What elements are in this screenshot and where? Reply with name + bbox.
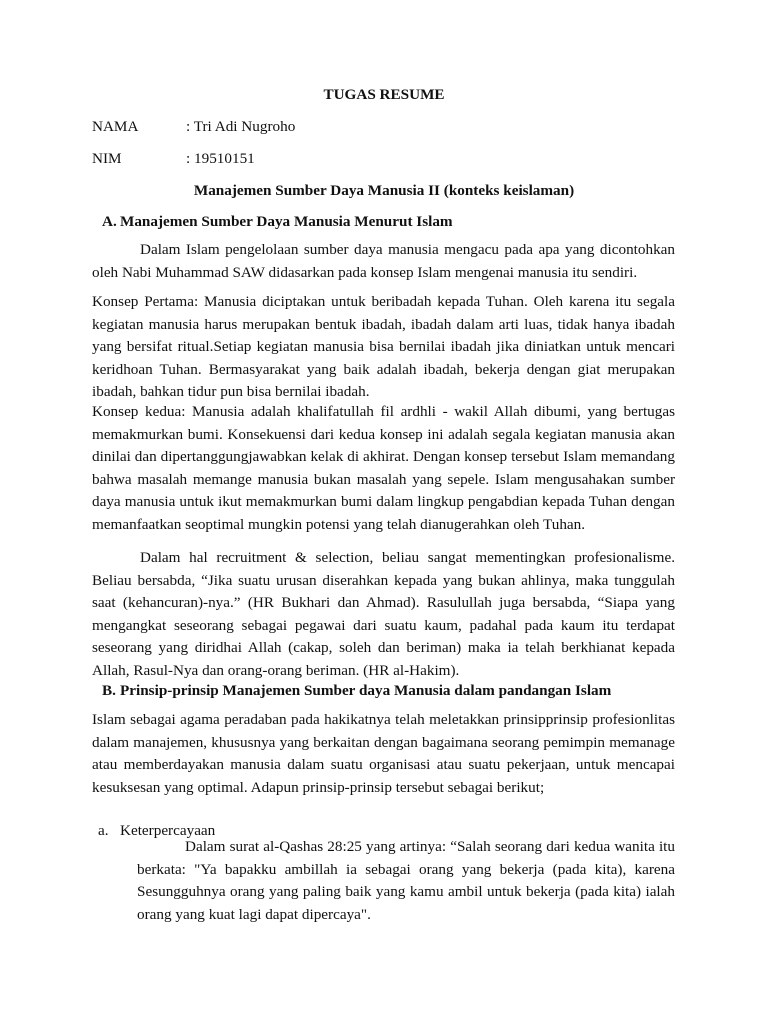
section-a-number: A. <box>102 213 117 230</box>
nama-row <box>92 118 295 136</box>
document-title: TUGAS RESUME <box>323 86 445 103</box>
section-b-number: B. <box>102 682 116 699</box>
nama-value: : Tri Adi Nugroho <box>186 118 296 135</box>
item-a-text: Dalam surat al-Qashas 28:25 yang artinya: “Salah seorang dari kedua wanita itu berkata: "Ya bapakku ambillah ia sebagai orang yang bekerja (pada kita), karena Sesungguhnya orang yang paling baik yang kamu ambil untuk bekerja (pada kita) ialah orang yang kuat lagi dapat dipercaya". <box>137 838 675 923</box>
item-a-number: a. <box>98 822 109 839</box>
section-a-title: Manajemen Sumber Daya Manusia Menurut Islam <box>120 213 453 230</box>
section-a-paragraph-2: Konsep Pertama: Manusia diciptakan untuk beribadah kepada Tuhan. Oleh karena itu segala kegiatan manusia harus merupakan bentuk ibadah, ibadah dalam arti luas, tidak hanya ibadah yang bersifat ritual.Setiap kegiatan manusia bisa bernilai ibadah jika diniatkan untuk mencari keridhoan Tuhan. Bermasyarakat yang baik adalah ibadah, bekerja dengan giat merupakan ibadah, bahkan tidur pun bisa bernilai ibadah. <box>92 293 675 401</box>
section-a-paragraph-3: Konsep kedua: Manusia adalah khalifatullah fil ardhli - wakil Allah dibumi, yang bertugas memakmurkan bumi. Konsekuensi dari kedua konsep ini adalah segala kegiatan manusia akan dinilai dan dipertanggungjawabkan kelak di akhirat. Dengan konsep tersebut Islam memandang bahwa masalah memange manusia bukan masalah yang sepele. Islam mengusahakan sumber daya manusia untuk ikut memakmurkan bumi dalam lingkup pengabdian kepada Tuhan dengan memanfaatkan seoptimal mungkin potensi yang telah dianugerahkan oleh Tuhan. <box>92 403 675 533</box>
section-b-title: Prinsip-prinsip Manajemen Sumber daya Manusia dalam pandangan Islam <box>120 682 612 699</box>
section-a-paragraph-1: Dalam Islam pengelolaan sumber daya manusia mengacu pada apa yang dicontohkan oleh Nabi Muhammad SAW didasarkan pada konsep Islam mengenai manusia itu sendiri. <box>92 241 675 281</box>
item-a-title: Keterpercayaan <box>120 822 216 839</box>
section-a-heading <box>102 213 453 231</box>
section-b-heading <box>102 682 612 700</box>
section-b-paragraph-1: Islam sebagai agama peradaban pada hakikatnya telah meletakkan prinsipprinsip profesionlitas dalam manajemen, khususnya yang berkaitan dengan bagaimana seorang pemimpin memanage atau memberdayakan manusia dalam suatu organisasi atau suatu pekerjaan, untuk mencapai kesuksesan yang optimal. Adapun prinsip-prinsip tersebut sebagai berikut; <box>92 711 675 796</box>
nim-row <box>92 150 255 168</box>
document-subtitle: Manajemen Sumber Daya Manusia II (konteks keislaman) <box>193 182 575 199</box>
nim-label: NIM <box>92 150 122 167</box>
nim-value: : 19510151 <box>186 150 255 167</box>
section-a-paragraph-4: Dalam hal recruitment & selection, beliau sangat mementingkan profesionalisme. Beliau bersabda, “Jika suatu urusan diserahkan kepada yang bukan ahlinya, maka tunggulah saat (kehancuran)-nya.” (HR Bukhari dan Ahmad). Rasulullah juga bersabda, “Siapa yang mengangkat seseorang sebagai pegawai dari suatu kaum, padahal pada kaum itu terdapat seseorang yang diridhai Allah (cakap, soleh dan beriman) maka ia telah berkhianat kepada Allah, Rasul-Nya dan orang-orang beriman. (HR al-Hakim). <box>92 549 675 679</box>
nama-label: NAMA <box>92 118 139 135</box>
